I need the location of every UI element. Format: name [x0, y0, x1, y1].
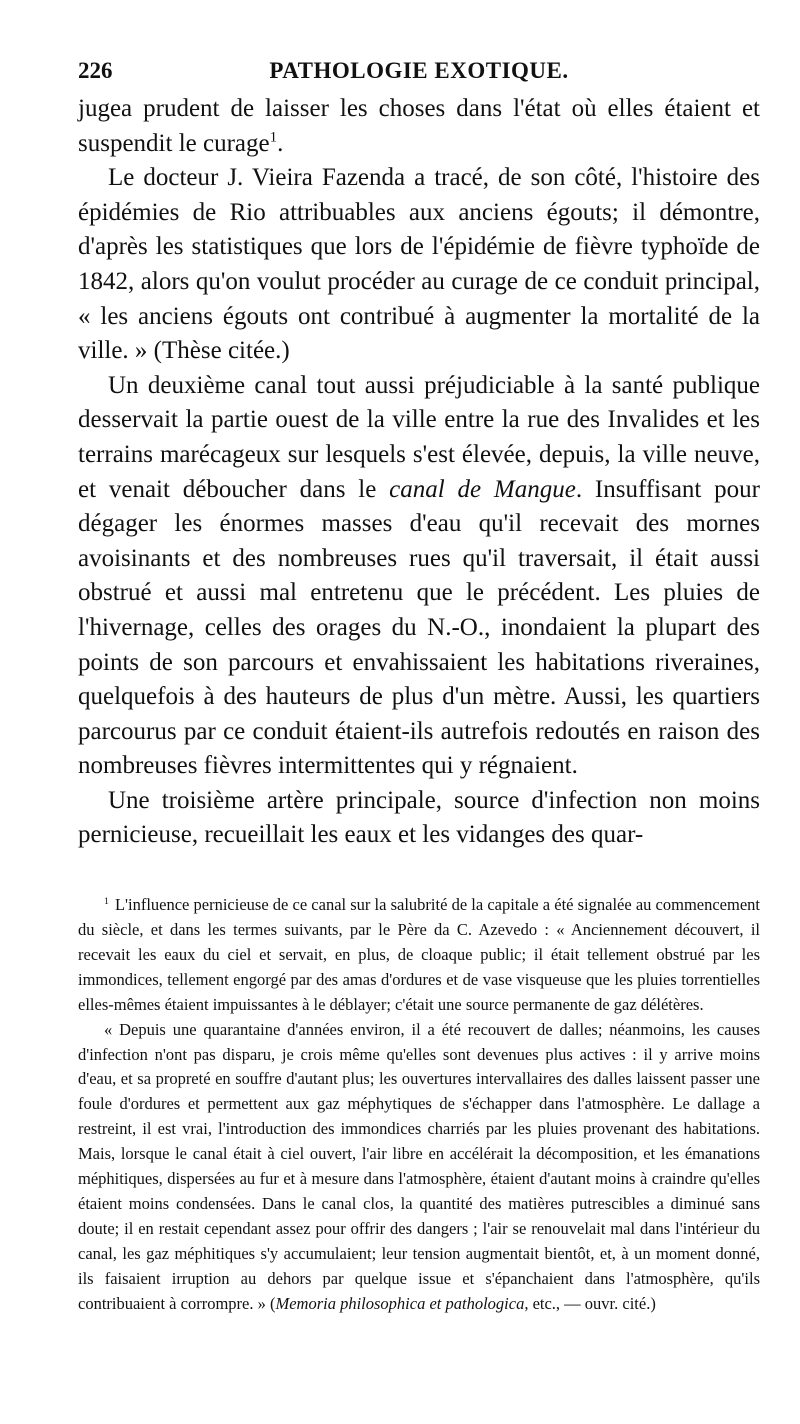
paragraph-second-canal	[78, 369, 760, 784]
running-title: PATHOLOGIE EXOTIQUE.	[269, 58, 569, 83]
book-page	[78, 58, 760, 1316]
citation-title: Memoria philosophica et pathologica	[275, 1293, 525, 1313]
footnote-1	[78, 893, 760, 1018]
footnote-marker: 1	[104, 895, 109, 907]
citation-rest: , etc., — ouvr. cité.)	[524, 1293, 656, 1313]
citation-paren: (	[269, 1293, 276, 1313]
paragraph-text: Un deuxième canal tout aussi préjudiciable à la santé publique desservait la partie ouest de la ville entre la rue des Invalides et les terrains marécageux sur lesquels s'est élevée, depuis, la ville neuve, et venait déboucher dans le	[78, 371, 760, 503]
punctuation: .	[277, 129, 284, 157]
footnote-1-continued	[78, 1018, 760, 1317]
footnotes	[78, 893, 760, 1316]
footnote-text: L'influence pernicieuse de ce canal sur la salubrité de la capitale a été signalée au commencement du siècle, et dans les termes suivants, par le Père da C. Azevedo : « Anciennement découvert, il recevait les eaux du ciel et servait, en plus, de cloaque public; il était tellement obstrué par les immondices, tellement engorgé par des amas d'ordures et de vase visqueuse que les pluies torrentielles elles-mêmes étaient impuissantes à le déblayer; c'était une source permanente de gaz délétères.	[78, 895, 760, 1014]
canal-name: canal de Mangue	[389, 475, 576, 503]
paragraph-text: . Insuffisant pour dégager les énormes masses d'eau qu'il recevait des mornes avoisinants et des nombreuses rues qu'il traversait, il était aussi obstrué et aussi mal entretenu que le précédent. Les pluies de l'hivernage, celles des orages du N.-O., inondaient la plupart des points de son parcours et envahissaient les habitations riveraines, quelquefois à des hauteurs de plus d'un mètre. Aussi, les quartiers parcourus par ce conduit étaient-ils autrefois redoutés en raison des nombreuses fièvres intermittentes qui y régnaient.	[78, 475, 761, 780]
paragraph-continuation	[78, 92, 760, 161]
footnote-text: « Depuis une quarantaine d'années environ, il a été recouvert de dalles; néanmoins, les causes d'infection n'ont pas disparu, je crois même qu'elles sont devenues plus actives : il y arrive moins d'eau, et sa propreté en souffre d'autant plus; les ouvertures intervallaires des dalles laissent passer une foule d'ordures et permettent aux gaz méphytiques de s'échapper dans l'atmosphère. Le dallage a restreint, il est vrai, l'introduction des immondices charriés par les pluies provenant des habitations. Mais, lorsque le canal était à ciel ouvert, l'air libre en accélérait la décomposition, et les émanations méphitiques, dispersées au fur et à mesure dans l'atmosphère, étaient d'autant moins à craindre qu'elles étaient moins condensées. Dans le canal clos, la quantité des matières putrescibles a diminué sans doute; il en restait cependant assez pour offrir des dangers ; l'air se renouvelait mal dans l'intérieur du canal, les gaz méphitiques s'y accumulaient; leur tension augmentait bientôt, et, à un moment donné, ils faisaient irruption au dehors par quelque issue et s'épanchaient dans l'atmosphère, qu'ils contribuaient à corrompre. »	[78, 1019, 760, 1313]
page-number: 226	[78, 58, 113, 83]
page-header	[78, 58, 760, 92]
paragraph-text: jugea prudent de laisser les choses dans l'état où elles étaient et suspendit le curage	[78, 95, 760, 157]
footnote-reference: 1	[269, 129, 278, 146]
main-text	[78, 92, 760, 853]
paragraph-third-artery: Une troisième artère principale, source d'infection non moins pernicieuse, recueillait les eaux et les vidanges des quar-	[78, 786, 760, 849]
citation	[270, 1294, 656, 1313]
paragraph-fazenda: Le docteur J. Vieira Fazenda a tracé, de son côté, l'histoire des épidémies de Rio attribuables aux anciens égouts; il démontre, d'après les statistiques que lors de l'épidémie de fièvre typhoïde de 1842, alors qu'on voulut procéder au curage de ce conduit principal, « les anciens égouts ont contribué à augmenter la mortalité de la ville. » (Thèse citée.)	[78, 164, 760, 365]
